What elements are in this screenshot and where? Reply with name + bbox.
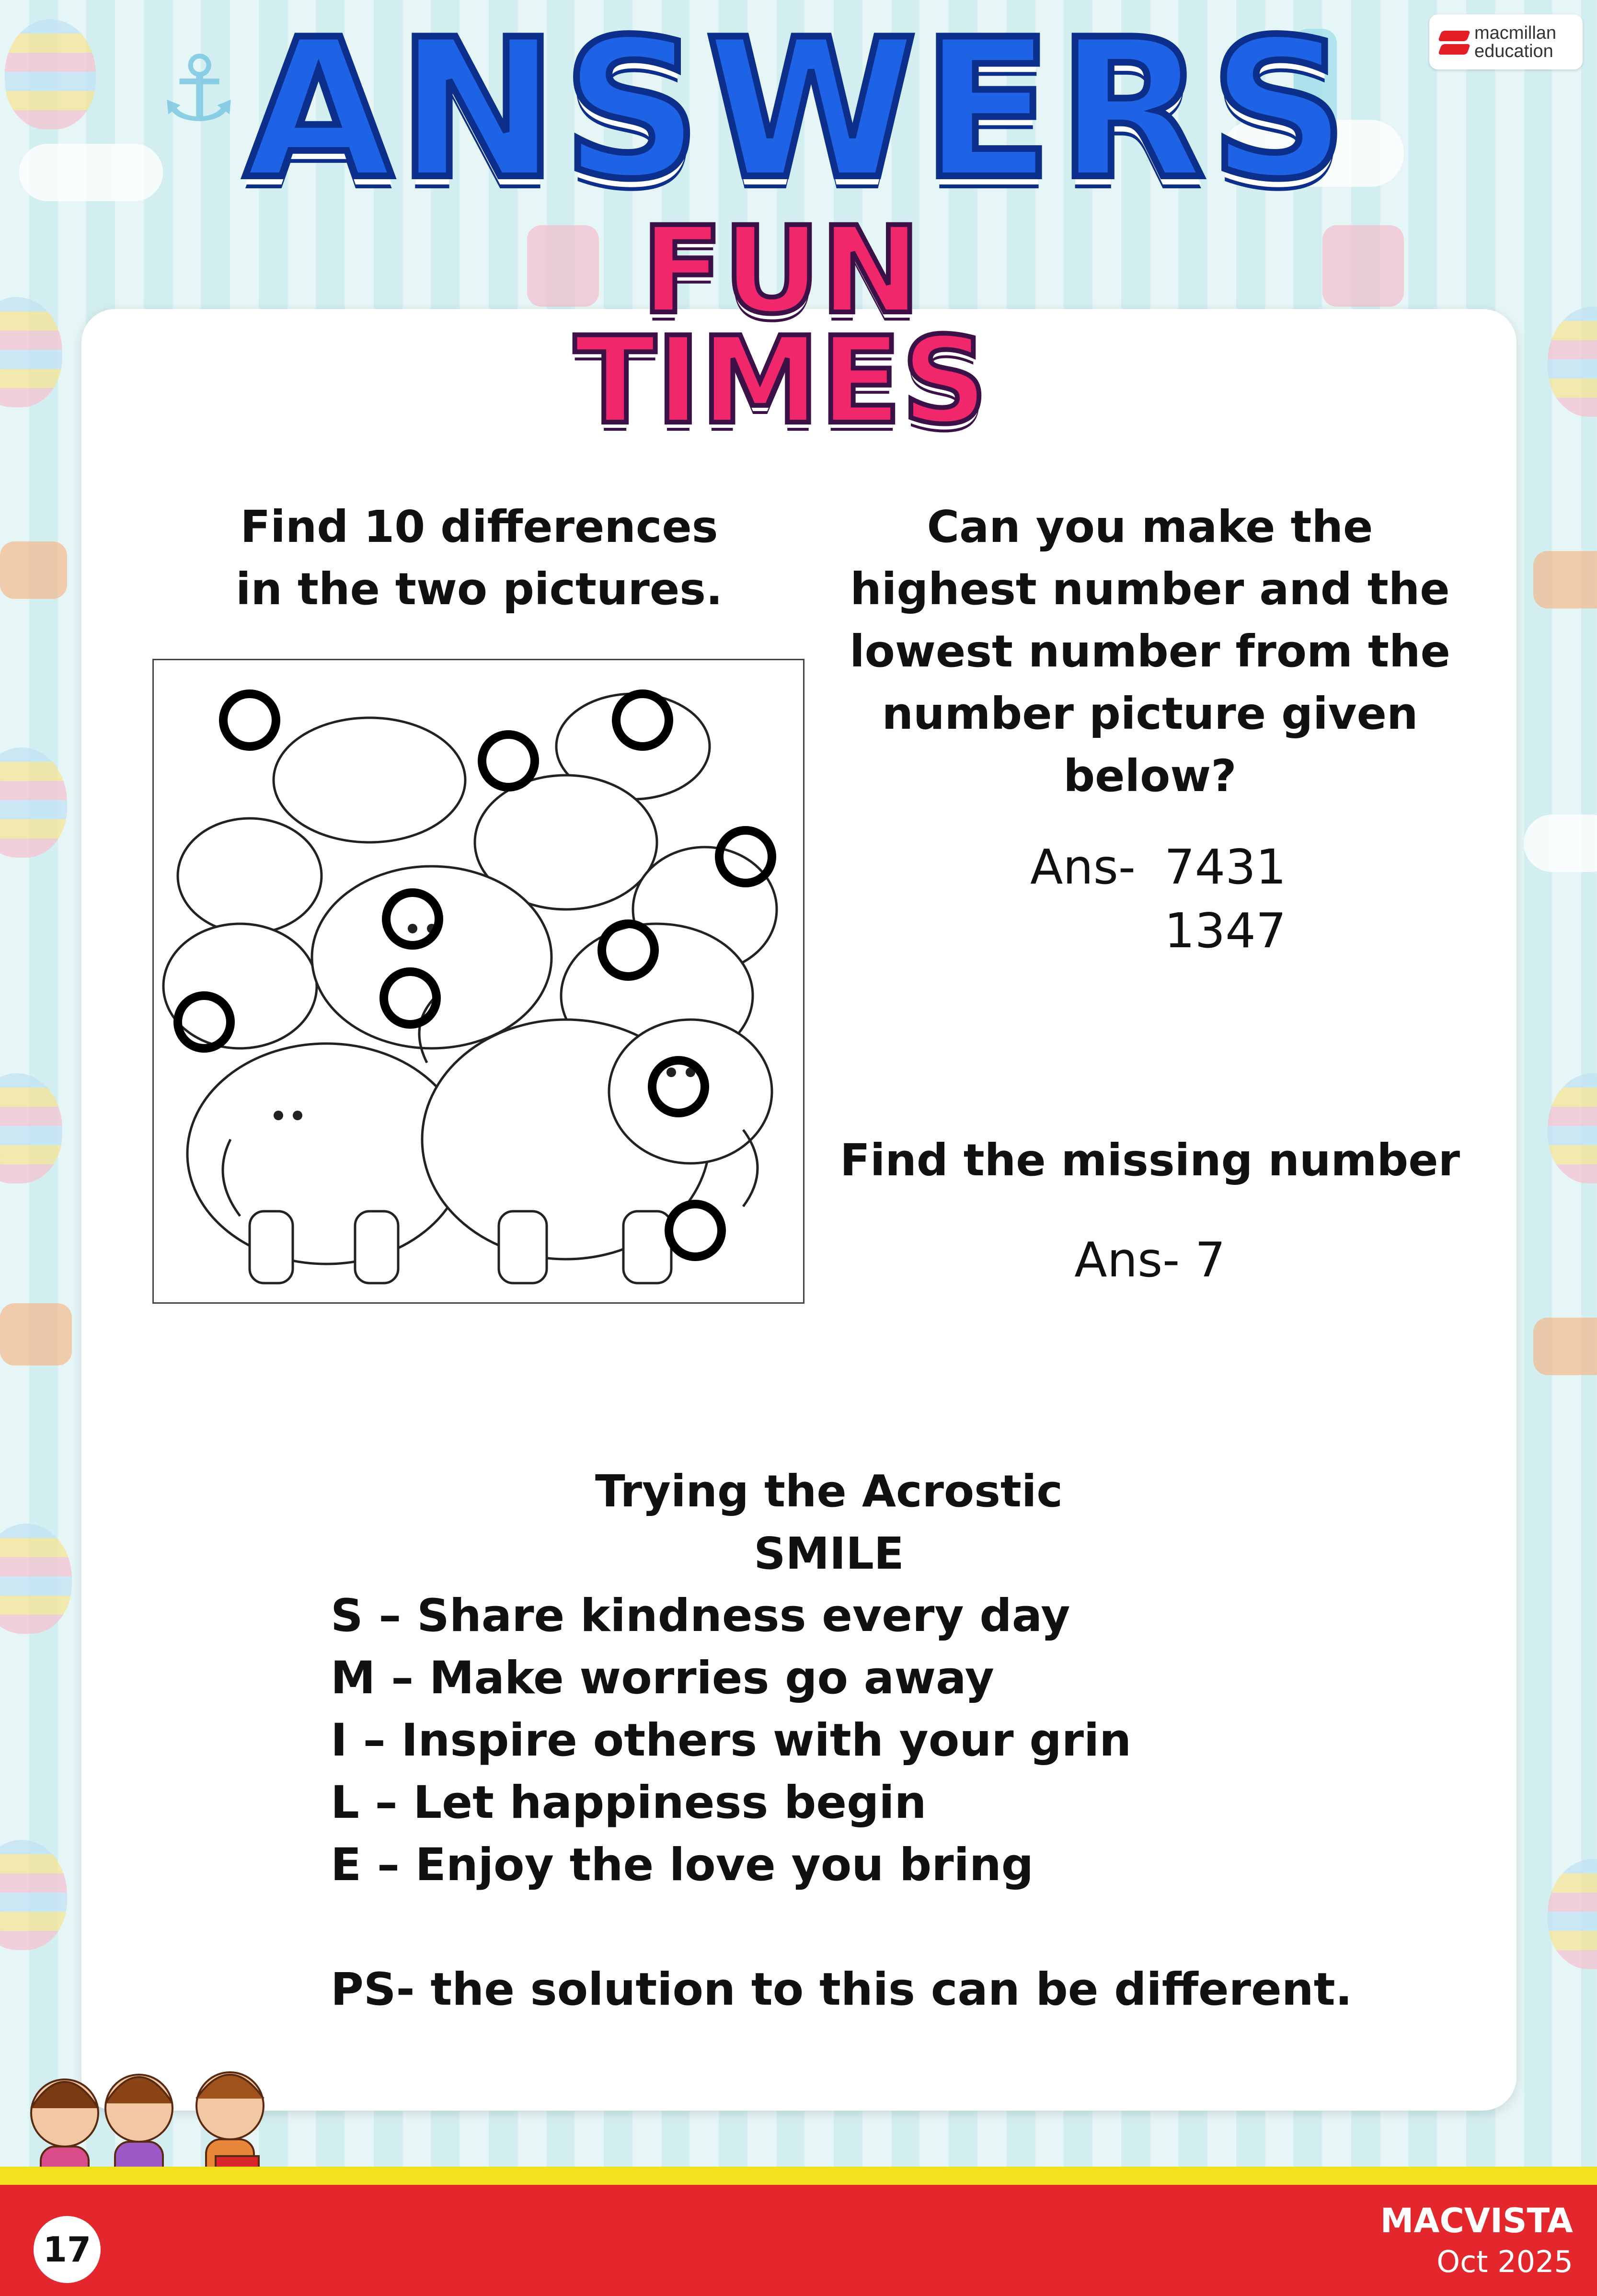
balloon-decoration [0, 1524, 72, 1634]
footer-stripe [0, 2167, 1597, 2185]
boat-decoration [0, 1303, 72, 1366]
magazine-name: MACVISTA [1380, 2201, 1573, 2240]
differences-heading-line-2: in the two pictures. [235, 563, 723, 615]
issue-date: Oct 2025 [1436, 2244, 1573, 2279]
page-title: ANSWERS [244, 0, 1353, 221]
balloon-decoration [1548, 1073, 1597, 1183]
number-puzzle-heading-line-2: highest number and the [850, 563, 1450, 615]
logo-line-2: education [1474, 41, 1553, 61]
cloud-decoration [1524, 815, 1597, 872]
acrostic-title: Trying the Acrostic [595, 1466, 1063, 1517]
boat-decoration [1533, 551, 1597, 608]
number-answer-label: Ans- [1030, 839, 1136, 895]
balloon-decoration [0, 1840, 67, 1950]
logo-line-1: macmillan [1474, 23, 1557, 43]
acrostic-line: E – Enjoy the love you bring [331, 1839, 1034, 1891]
boat-decoration [0, 541, 67, 599]
differences-heading-line-1: Find 10 differences [240, 501, 718, 552]
anchor-icon: ⚓ [158, 36, 240, 142]
missing-number-heading: Find the missing number [840, 1135, 1460, 1186]
balloon-decoration [1548, 1859, 1597, 1969]
section-title [527, 201, 1035, 450]
section-title-line-1: FUN [641, 201, 921, 340]
balloon-decoration [0, 297, 62, 407]
number-puzzle-heading-line-1: Can you make the [927, 501, 1373, 552]
balloon-decoration [0, 1073, 62, 1183]
number-puzzle-heading-line-3: lowest number from the [850, 626, 1450, 677]
acrostic-note: PS- the solution to this can be different. [331, 1963, 1353, 2016]
elephants-puzzle-image [152, 659, 804, 1304]
lowest-number-answer: 1347 [1164, 903, 1287, 959]
page-number: 17 [34, 2216, 101, 2283]
acrostic-line: S – Share kindness every day [331, 1590, 1070, 1642]
missing-number-answer: Ans- 7 [1074, 1232, 1226, 1288]
section-title-line-2: TIMES [574, 311, 988, 450]
acrostic-word: SMILE [754, 1528, 904, 1579]
acrostic-line: I – Inspire others with your grin [331, 1714, 1132, 1767]
acrostic-line: L – Let happiness begin [331, 1777, 927, 1829]
balloon-decoration [1548, 307, 1597, 417]
footer-bar [0, 2185, 1597, 2296]
differences-heading [182, 496, 776, 620]
balloon-decoration [0, 747, 67, 858]
number-puzzle-heading-line-5: below? [1063, 750, 1237, 802]
train-decoration [1322, 225, 1404, 307]
number-puzzle-heading-line-4: number picture given [882, 688, 1418, 739]
boat-decoration [1533, 1318, 1597, 1375]
highest-number-answer: 7431 [1164, 839, 1287, 895]
number-puzzle-heading [815, 496, 1485, 807]
acrostic-line: M – Make worries go away [331, 1652, 994, 1704]
